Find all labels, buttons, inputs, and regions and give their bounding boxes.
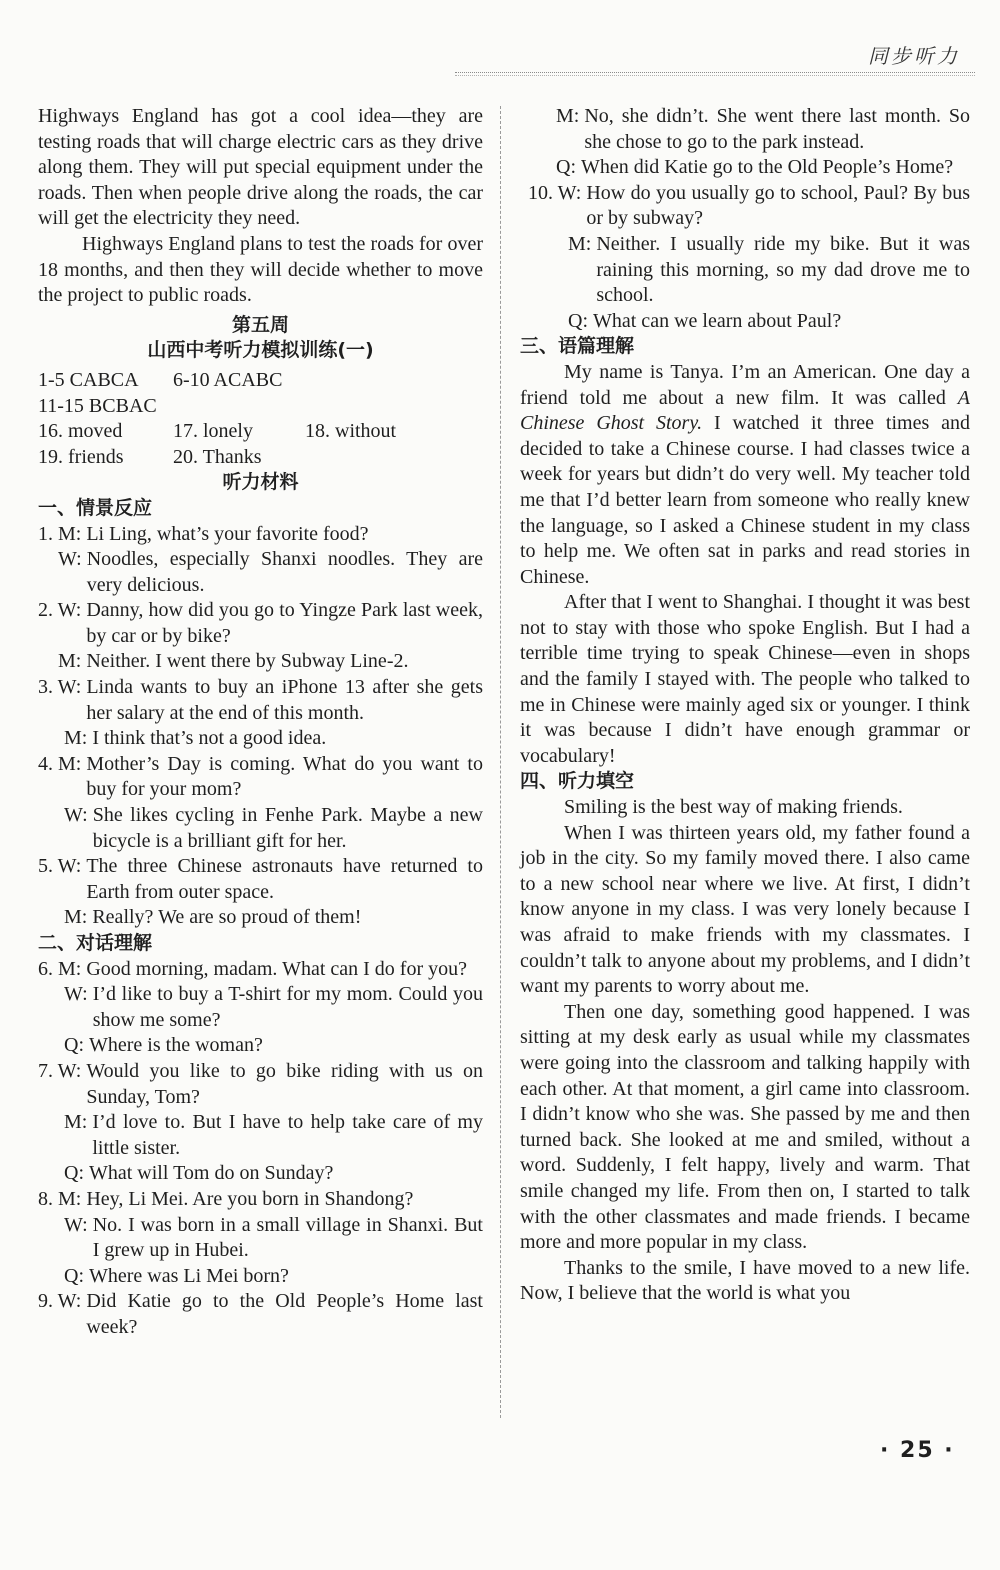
answer-1-5: 1-5 CABCA [38,368,139,391]
dialogue-line: M: No, she didn’t. She went there last month. So she chose to go to the park instead. [556,105,970,153]
dialogue-line: 1. M: Li Ling, what’s your favorite food? [38,522,369,545]
section-3-paragraph-1: My name is Tanya. I’m an American. One day a friend told me about a new film. It was called A Chinese Ghost Story. I watched it three times and decided to take a Chinese course. I had classes twice a week for years but didn’t do very well. My teacher told me that I’d better learn from someone who really knew the language, so I asked a Chinese student in my class to help me. We often sat in parks and read stories in Chinese. [520,360,970,588]
dialogue-line: Q: Where is the woman? [64,1034,263,1057]
dialogue-line: 7. W: Would you like to go bike riding with us on Sunday, Tom? [38,1059,483,1108]
dialogue-line: 5. W: The three Chinese astronauts have returned to Earth from outer space. [38,855,483,903]
dialogue-line: 9. W: Did Katie go to the Old People’s Home last week? [38,1290,483,1338]
section-4-paragraph-1: Smiling is the best way of making friends. [564,796,903,819]
section-4-title: 四、听力填空 [520,770,635,793]
intro-paragraph-1: Highways England has got a cool idea—they are testing roads that will charge electric cars as they drive along them. They will put special equipment under the roads. Then when people drive along the roads, the car will get the electricity they need. [38,105,483,230]
answer-6-10: 6-10 ACABC [173,368,283,391]
dialogue-line: M: I think that’s not a good idea. [64,727,327,750]
materials-title: 听力材料 [222,471,299,494]
dialogue-line: 3. W: Linda wants to buy an iPhone 13 after she gets her salary at the end of this month. [38,676,483,724]
section-1-title: 一、情景反应 [38,496,153,519]
dialogue-line: 10. W: How do you usually go to school, Paul? By bus or by subway? [528,181,970,230]
dialogue-line: M: Neither. I went there by Subway Line-2. [58,650,409,673]
answer-key [38,368,483,470]
dialogue-line: 6. M: Good morning, madam. What can I do for you? [38,957,467,980]
page-number: · 25 · [880,1438,955,1463]
header-rule-2 [455,75,975,76]
dialogue-line: Q: What will Tom do on Sunday? [64,1162,334,1185]
right-column [520,104,970,1307]
column-divider [500,106,501,1418]
dialogue-line: Q: When did Katie go to the Old People’s Home? [556,156,954,179]
running-header: 同步听力 [868,44,960,68]
answer-11-15: 11-15 BCBAC [38,394,157,417]
section-2-dialogues [38,957,483,1341]
dialogue-line: Q: Where was Li Mei born? [64,1264,289,1287]
section-3-paragraph-2: After that I went to Shanghai. I thought it was best not to stay with those who spoke English. But I had a terrible time trying to speak Chinese—even in shops and the family I stayed with. The people who talked to me in Chinese were mainly aged six or younger. I think it was because I didn’t have enough grammar or vocabulary! [520,591,970,767]
section-4-paragraph-4: Thanks to the smile, I have moved to a new life. Now, I believe that the world is what you [520,1256,970,1305]
dialogue-line: M: Really? We are so proud of them! [64,906,362,929]
answer-16: 16. moved [38,420,123,443]
section-1-dialogues [38,522,483,932]
exam-title: 山西中考听力模拟训练(一) [147,339,374,362]
dialogue-line: M: I’d love to. But I have to help take care of my little sister. [64,1111,483,1159]
answer-18: 18. without [305,420,397,443]
answer-19: 19. friends [38,445,124,468]
dialogue-line: W: I’d like to buy a T-shirt for my mom. Could you show me some? [64,983,483,1031]
dialogue-line: Q: What can we learn about Paul? [568,309,842,332]
section-4-paragraph-2: When I was thirteen years old, my father found a job in the city. So my family moved there. I also came to a new school near where we live. At first, I didn’t know anyone in my class. I was very lonely because I was afraid to make friends with my classmates. I couldn’t talk to anyone about my problems, and I didn’t want my parents to worry about me. [520,821,970,998]
section-4-paragraph-3: Then one day, something good happened. I was sitting at my desk early as usual while my classmates were going into the classroom and talking happily with each other. At that moment, a girl came into classroom. I didn’t know who she was. She passed by me and then turned back. She looked at me and smiled, without a word. Suddenly, I felt happy, lively and warm. That smile changed my life. From then on, I started to talk with the other classmates and made friends. I became more and more popular in my class. [520,1000,970,1254]
left-column [38,104,483,1341]
dialogue-line: 2. W: Danny, how did you go to Yingze Park last week, by car or by bike? [38,599,483,647]
dialogue-line: 4. M: Mother’s Day is coming. What do you want to buy for your mom? [38,752,483,801]
film-title: A Chinese Ghost Story. [520,386,970,435]
section-2-title: 二、对话理解 [38,932,153,954]
dialogue-line: W: She likes cycling in Fenhe Park. Maybe a new bicycle is a brilliant gift for her. [64,804,483,852]
header-rule [455,72,975,73]
dialogue-line: 8. M: Hey, Li Mei. Are you born in Shandong? [38,1187,414,1210]
section-2-continued [520,104,970,334]
dialogue-line: W: Noodles, especially Shanxi noodles. They are very delicious. [58,548,483,596]
answer-17: 17. lonely [173,420,253,443]
section-3-title: 三、语篇理解 [520,335,635,358]
week-title: 第五周 [231,313,289,336]
dialogue-line: M: Neither. I usually ride my bike. But it was raining this morning, so my dad drove me to school. [568,232,970,307]
dialogue-line: W: No. I was born in a small village in Shanxi. But I grew up in Hubei. [64,1213,483,1262]
intro-paragraph-2: Highways England plans to test the roads for over 18 months, and then they will decide whether to move the project to public roads. [38,232,483,307]
answer-20: 20. Thanks [173,445,262,468]
